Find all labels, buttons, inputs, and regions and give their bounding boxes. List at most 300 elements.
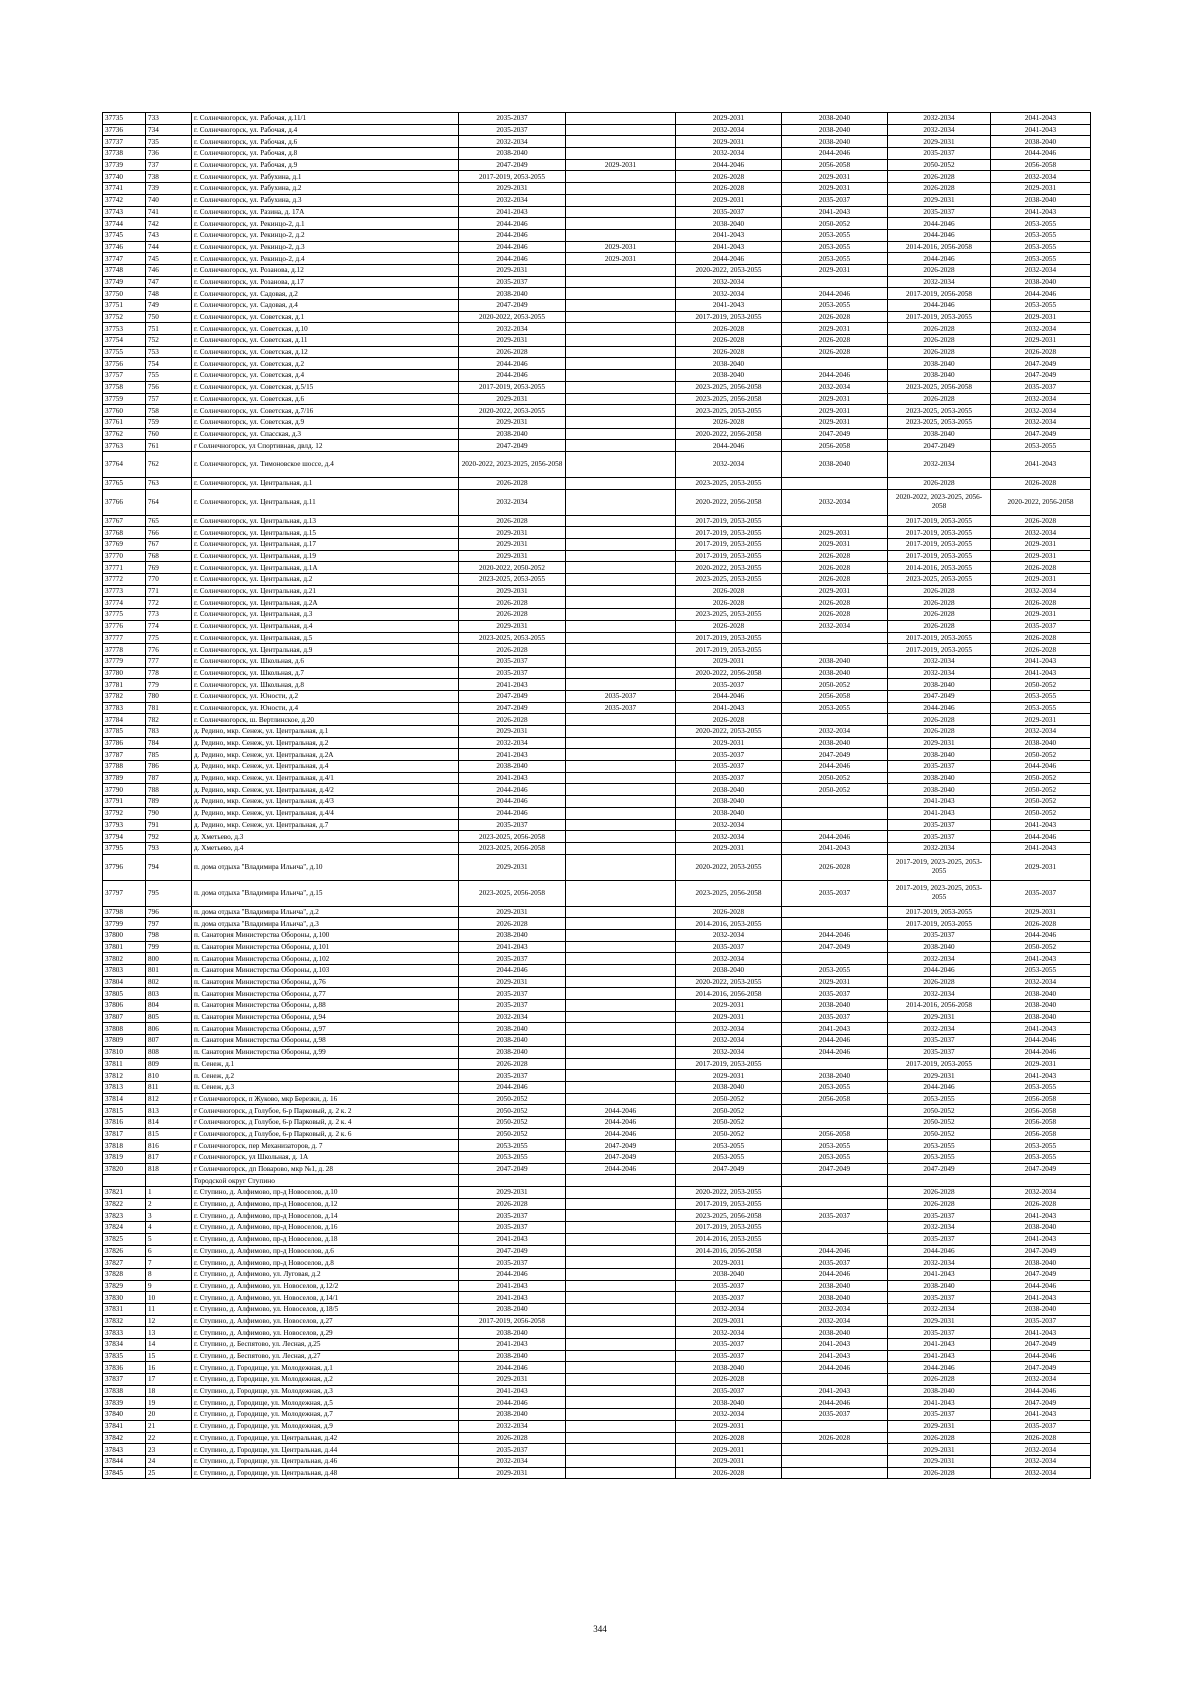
table-row xyxy=(103,1046,1091,1058)
period-col-4-cell: 2035-2037 xyxy=(459,1222,566,1234)
table-row xyxy=(103,451,1091,477)
period-col-6-cell: 2023-2025, 2056-2058 xyxy=(676,393,782,405)
period-col-5-cell xyxy=(566,428,676,440)
row-number-cell: 803 xyxy=(146,988,192,1000)
row-number-cell: 736 xyxy=(146,148,192,160)
table-row xyxy=(103,655,1091,667)
row-number-cell: 746 xyxy=(146,264,192,276)
period-col-9-cell: 2029-2031 xyxy=(991,574,1091,586)
record-id-cell: 37798 xyxy=(103,906,146,918)
period-col-6-cell: 2029-2031 xyxy=(676,1315,782,1327)
period-col-9-cell: 2029-2031 xyxy=(991,609,1091,621)
period-col-7-cell: 2035-2037 xyxy=(782,194,888,206)
record-id-cell: 37827 xyxy=(103,1257,146,1269)
row-number-cell: 815 xyxy=(146,1128,192,1140)
address-cell: д. Редино, мкр. Сенеж, ул. Центральная, д.4 xyxy=(192,761,459,773)
record-id-cell: 37812 xyxy=(103,1070,146,1082)
record-id-cell: 37754 xyxy=(103,335,146,347)
row-number-cell: 1 xyxy=(146,1187,192,1199)
period-col-4-cell: 2035-2037 xyxy=(459,276,566,288)
period-col-9-cell: 2041-2043 xyxy=(991,842,1091,854)
period-col-5-cell xyxy=(566,965,676,977)
period-col-7-cell: 2029-2031 xyxy=(782,405,888,417)
period-col-5-cell xyxy=(566,311,676,323)
period-col-5-cell xyxy=(566,831,676,843)
address-cell: г. Солнечногорск, ул. Центральная, д.1 xyxy=(192,477,459,489)
period-col-9-cell: 2026-2028 xyxy=(991,918,1091,930)
period-col-4-cell: 2032-2034 xyxy=(459,1420,566,1432)
address-cell: г. Солнечногорск, ул. Рабочая, д.6 xyxy=(192,136,459,148)
row-number-cell: 769 xyxy=(146,562,192,574)
record-id-cell: 37785 xyxy=(103,726,146,738)
period-col-8-cell: 2041-2043 xyxy=(888,1268,991,1280)
period-col-5-cell xyxy=(566,1350,676,1362)
record-id-cell: 37845 xyxy=(103,1467,146,1479)
period-col-8-cell: 2026-2028 xyxy=(888,585,991,597)
record-id-cell: 37762 xyxy=(103,428,146,440)
table-row xyxy=(103,171,1091,183)
table-row xyxy=(103,300,1091,312)
period-col-4-cell: 2029-2031 xyxy=(459,550,566,562)
period-col-9-cell: 2038-2040 xyxy=(991,1000,1091,1012)
address-cell: г. Солнечногорск, ул. Рекинцо-2, д.3 xyxy=(192,241,459,253)
table-row xyxy=(103,679,1091,691)
period-col-4-cell: 2032-2034 xyxy=(459,323,566,335)
period-col-8-cell: 2020-2022, 2023-2025, 2056-2058 xyxy=(888,489,991,515)
table-row xyxy=(103,1152,1091,1164)
period-col-9-cell: 2026-2028 xyxy=(991,632,1091,644)
period-col-8-cell: 2041-2043 xyxy=(888,807,991,819)
period-col-9-cell: 2044-2046 xyxy=(991,831,1091,843)
period-col-9-cell: 2056-2058 xyxy=(991,1105,1091,1117)
period-col-7-cell: 2032-2034 xyxy=(782,620,888,632)
record-id-cell: 37777 xyxy=(103,632,146,644)
period-col-4-cell: 2041-2043 xyxy=(459,1280,566,1292)
table-row xyxy=(103,714,1091,726)
period-col-4-cell: 2041-2043 xyxy=(459,1292,566,1304)
period-col-4-cell: 2020-2022, 2023-2025, 2056-2058 xyxy=(459,451,566,477)
table-row xyxy=(103,976,1091,988)
period-col-4-cell: 2026-2028 xyxy=(459,477,566,489)
period-col-6-cell: 2023-2025, 2056-2058 xyxy=(676,1210,782,1222)
address-cell: п. Санатория Министерства Обороны, д.77 xyxy=(192,988,459,1000)
address-cell: г. Солнечногорск, ул. Советская, д.10 xyxy=(192,323,459,335)
row-number-cell: 786 xyxy=(146,761,192,773)
period-col-7-cell: 2032-2034 xyxy=(782,381,888,393)
document-page xyxy=(102,112,1090,1479)
period-col-6-cell: 2044-2046 xyxy=(676,690,782,702)
period-col-4-cell: 2029-2031 xyxy=(459,416,566,428)
row-number-cell: 757 xyxy=(146,393,192,405)
address-cell: г. Солнечногорск, ул. Юности, д.4 xyxy=(192,702,459,714)
record-id-cell: 37814 xyxy=(103,1093,146,1105)
period-col-4-cell: 2041-2043 xyxy=(459,206,566,218)
period-col-9-cell: 2053-2055 xyxy=(991,702,1091,714)
period-col-9-cell: 2032-2034 xyxy=(991,527,1091,539)
period-col-9-cell xyxy=(991,1175,1091,1187)
table-row xyxy=(103,1397,1091,1409)
table-row xyxy=(103,477,1091,489)
address-cell: п. Санатория Министерства Обороны, д.100 xyxy=(192,929,459,941)
row-number-cell: 9 xyxy=(146,1280,192,1292)
period-col-8-cell: 2026-2028 xyxy=(888,1187,991,1199)
period-col-6-cell: 2029-2031 xyxy=(676,1257,782,1269)
period-col-8-cell: 2035-2037 xyxy=(888,1035,991,1047)
record-id-cell: 37781 xyxy=(103,679,146,691)
period-col-8-cell: 2035-2037 xyxy=(888,206,991,218)
period-col-6-cell: 2044-2046 xyxy=(676,159,782,171)
period-col-6-cell: 2017-2019, 2053-2055 xyxy=(676,1198,782,1210)
record-id-cell: 37741 xyxy=(103,183,146,195)
table-row xyxy=(103,953,1091,965)
record-id-cell: 37736 xyxy=(103,124,146,136)
period-col-5-cell xyxy=(566,358,676,370)
period-col-6-cell: 2035-2037 xyxy=(676,749,782,761)
period-col-4-cell: 2041-2043 xyxy=(459,1233,566,1245)
period-col-7-cell xyxy=(782,276,888,288)
period-col-4-cell: 2029-2031 xyxy=(459,854,566,880)
row-number-cell: 777 xyxy=(146,655,192,667)
period-col-8-cell: 2035-2037 xyxy=(888,1233,991,1245)
table-row xyxy=(103,632,1091,644)
period-col-7-cell: 2032-2034 xyxy=(782,1303,888,1315)
period-col-6-cell: 2038-2040 xyxy=(676,807,782,819)
period-col-8-cell: 2044-2046 xyxy=(888,300,991,312)
table-row xyxy=(103,1245,1091,1257)
table-row xyxy=(103,1292,1091,1304)
row-number-cell: 787 xyxy=(146,772,192,784)
period-col-7-cell xyxy=(782,515,888,527)
period-col-4-cell: 2035-2037 xyxy=(459,113,566,125)
period-col-5-cell xyxy=(566,1210,676,1222)
record-id-cell: 37801 xyxy=(103,941,146,953)
address-cell: г. Солнечногорск, ул. Школьная, д.7 xyxy=(192,667,459,679)
address-cell: г. Солнечногорск, ул. Советская, д.4 xyxy=(192,370,459,382)
period-col-7-cell xyxy=(782,918,888,930)
period-col-5-cell xyxy=(566,1409,676,1421)
period-col-8-cell: 2041-2043 xyxy=(888,796,991,808)
table-row xyxy=(103,1327,1091,1339)
table-row xyxy=(103,206,1091,218)
period-col-7-cell: 2044-2046 xyxy=(782,1362,888,1374)
period-col-9-cell: 2032-2034 xyxy=(991,416,1091,428)
address-cell: г. Солнечногорск, ул. Советская, д.6 xyxy=(192,393,459,405)
record-id-cell: 37835 xyxy=(103,1350,146,1362)
period-col-8-cell: 2032-2034 xyxy=(888,667,991,679)
row-number-cell: 751 xyxy=(146,323,192,335)
period-col-7-cell: 2047-2049 xyxy=(782,428,888,440)
table-row xyxy=(103,1128,1091,1140)
address-cell: г. Солнечногорск, ул. Центральная, д.19 xyxy=(192,550,459,562)
period-col-7-cell xyxy=(782,1116,888,1128)
period-col-9-cell: 2047-2049 xyxy=(991,1245,1091,1257)
period-col-9-cell: 2050-2052 xyxy=(991,941,1091,953)
table-row xyxy=(103,609,1091,621)
period-col-4-cell: 2044-2046 xyxy=(459,1362,566,1374)
period-col-9-cell: 2032-2034 xyxy=(991,1467,1091,1479)
address-cell: п. Санатория Министерства Обороны, д.88 xyxy=(192,1000,459,1012)
period-col-8-cell: 2032-2034 xyxy=(888,655,991,667)
period-col-8-cell: 2026-2028 xyxy=(888,714,991,726)
row-number-cell: 807 xyxy=(146,1035,192,1047)
table-row xyxy=(103,1268,1091,1280)
period-col-9-cell: 2035-2037 xyxy=(991,880,1091,906)
period-col-7-cell: 2038-2040 xyxy=(782,667,888,679)
period-col-4-cell: 2038-2040 xyxy=(459,148,566,160)
period-col-9-cell: 2047-2049 xyxy=(991,370,1091,382)
period-col-5-cell xyxy=(566,761,676,773)
period-col-5-cell: 2047-2049 xyxy=(566,1152,676,1164)
period-col-4-cell: 2044-2046 xyxy=(459,370,566,382)
period-col-8-cell: 2032-2034 xyxy=(888,276,991,288)
record-id-cell: 37823 xyxy=(103,1210,146,1222)
period-col-9-cell: 2041-2043 xyxy=(991,1210,1091,1222)
period-col-5-cell xyxy=(566,842,676,854)
table-row xyxy=(103,1105,1091,1117)
row-number-cell: 752 xyxy=(146,335,192,347)
period-col-5-cell: 2044-2046 xyxy=(566,1105,676,1117)
record-id-cell: 37765 xyxy=(103,477,146,489)
address-cell: г. Солнечногорск, ул. Школьная, д.6 xyxy=(192,655,459,667)
period-col-7-cell: 2041-2043 xyxy=(782,206,888,218)
period-col-9-cell: 2053-2055 xyxy=(991,253,1091,265)
period-col-7-cell: 2056-2058 xyxy=(782,440,888,452)
period-col-5-cell xyxy=(566,1280,676,1292)
record-id-cell: 37820 xyxy=(103,1163,146,1175)
period-col-8-cell: 2053-2055 xyxy=(888,1140,991,1152)
period-col-8-cell: 2038-2040 xyxy=(888,784,991,796)
period-col-9-cell: 2044-2046 xyxy=(991,1280,1091,1292)
period-col-4-cell: 2038-2040 xyxy=(459,288,566,300)
period-col-6-cell: 2038-2040 xyxy=(676,965,782,977)
period-col-8-cell: 2038-2040 xyxy=(888,428,991,440)
row-number-cell: 770 xyxy=(146,574,192,586)
record-id-cell: 37811 xyxy=(103,1058,146,1070)
record-id-cell: 37831 xyxy=(103,1303,146,1315)
address-cell: п. Санатория Министерства Обороны, д.98 xyxy=(192,1035,459,1047)
record-id-cell: 37841 xyxy=(103,1420,146,1432)
period-col-9-cell: 2053-2055 xyxy=(991,690,1091,702)
address-cell: г. Солнечногорск, ул. Советская, д.7/16 xyxy=(192,405,459,417)
address-cell: г. Солнечногорск, ул. Советская, д.9 xyxy=(192,416,459,428)
period-col-4-cell: 2038-2040 xyxy=(459,1303,566,1315)
period-col-8-cell: 2041-2043 xyxy=(888,1339,991,1351)
period-col-5-cell xyxy=(566,597,676,609)
period-col-4-cell: 2023-2025, 2056-2058 xyxy=(459,842,566,854)
period-col-9-cell: 2053-2055 xyxy=(991,1152,1091,1164)
row-number-cell: 762 xyxy=(146,451,192,477)
period-col-6-cell: 2020-2022, 2056-2058 xyxy=(676,428,782,440)
period-col-9-cell: 2047-2049 xyxy=(991,1339,1091,1351)
period-col-8-cell: 2035-2037 xyxy=(888,761,991,773)
period-col-7-cell: 2044-2046 xyxy=(782,1245,888,1257)
record-id-cell: 37802 xyxy=(103,953,146,965)
table-row xyxy=(103,1374,1091,1386)
period-col-6-cell: 2038-2040 xyxy=(676,370,782,382)
period-col-4-cell: 2026-2028 xyxy=(459,1198,566,1210)
address-cell: г. Ступино, д. Городище, ул. Молодежная, д.9 xyxy=(192,1420,459,1432)
period-col-7-cell: 2041-2043 xyxy=(782,1339,888,1351)
period-col-9-cell: 2032-2034 xyxy=(991,726,1091,738)
period-col-6-cell: 2038-2040 xyxy=(676,218,782,230)
table-row xyxy=(103,1303,1091,1315)
row-number-cell: 773 xyxy=(146,609,192,621)
period-col-4-cell: 2023-2025, 2056-2058 xyxy=(459,831,566,843)
address-cell: г. Солнечногорск, ул. Розанова, д.17 xyxy=(192,276,459,288)
period-col-7-cell: 2029-2031 xyxy=(782,585,888,597)
record-id-cell: 37822 xyxy=(103,1198,146,1210)
period-col-4-cell: 2041-2043 xyxy=(459,1339,566,1351)
period-col-9-cell: 2026-2028 xyxy=(991,515,1091,527)
period-col-6-cell: 2032-2034 xyxy=(676,1303,782,1315)
period-col-4-cell: 2050-2052 xyxy=(459,1093,566,1105)
period-col-4-cell: 2026-2028 xyxy=(459,1058,566,1070)
address-cell: г. Ступино, д. Беспятово, ул. Лесная, д.25 xyxy=(192,1339,459,1351)
address-cell: г. Солнечногорск, ул. Центральная, д.15 xyxy=(192,527,459,539)
record-id-cell: 37763 xyxy=(103,440,146,452)
period-col-9-cell: 2044-2046 xyxy=(991,1046,1091,1058)
period-col-9-cell: 2056-2058 xyxy=(991,159,1091,171)
period-col-6-cell: 2044-2046 xyxy=(676,440,782,452)
period-col-5-cell xyxy=(566,1187,676,1199)
period-col-9-cell: 2041-2043 xyxy=(991,206,1091,218)
period-col-7-cell: 2038-2040 xyxy=(782,451,888,477)
record-id-cell: 37767 xyxy=(103,515,146,527)
period-col-5-cell xyxy=(566,405,676,417)
period-col-7-cell: 2053-2055 xyxy=(782,1081,888,1093)
record-id-cell: 37753 xyxy=(103,323,146,335)
row-number-cell: 739 xyxy=(146,183,192,195)
period-col-8-cell: 2044-2046 xyxy=(888,1362,991,1374)
row-number-cell: 758 xyxy=(146,405,192,417)
record-id-cell: 37775 xyxy=(103,609,146,621)
row-number-cell: 799 xyxy=(146,941,192,953)
record-id-cell: 37758 xyxy=(103,381,146,393)
row-number-cell: 785 xyxy=(146,749,192,761)
period-col-4-cell: 2026-2028 xyxy=(459,918,566,930)
table-row xyxy=(103,1116,1091,1128)
period-col-8-cell: 2038-2040 xyxy=(888,749,991,761)
period-col-9-cell: 2050-2052 xyxy=(991,796,1091,808)
record-id-cell: 37794 xyxy=(103,831,146,843)
period-col-9-cell: 2032-2034 xyxy=(991,171,1091,183)
period-col-9-cell: 2035-2037 xyxy=(991,1315,1091,1327)
period-col-4-cell: 2029-2031 xyxy=(459,264,566,276)
period-col-5-cell xyxy=(566,1292,676,1304)
row-number-cell: 808 xyxy=(146,1046,192,1058)
period-col-6-cell: 2017-2019, 2053-2055 xyxy=(676,632,782,644)
period-col-5-cell: 2047-2049 xyxy=(566,1140,676,1152)
period-col-6-cell: 2032-2034 xyxy=(676,1046,782,1058)
period-col-6-cell: 2032-2034 xyxy=(676,1327,782,1339)
table-row xyxy=(103,194,1091,206)
table-row xyxy=(103,323,1091,335)
address-cell: г. Ступино, д. Городище, ул. Молодежная, д.3 xyxy=(192,1385,459,1397)
address-cell: п. Санатория Министерства Обороны, д.97 xyxy=(192,1023,459,1035)
period-col-5-cell xyxy=(566,807,676,819)
period-col-4-cell: 2020-2022, 2050-2052 xyxy=(459,562,566,574)
period-col-9-cell: 2050-2052 xyxy=(991,749,1091,761)
period-col-7-cell xyxy=(782,714,888,726)
table-row xyxy=(103,965,1091,977)
period-col-5-cell xyxy=(566,1035,676,1047)
period-col-7-cell: 2053-2055 xyxy=(782,241,888,253)
period-col-9-cell: 2050-2052 xyxy=(991,679,1091,691)
period-col-8-cell: 2026-2028 xyxy=(888,1198,991,1210)
period-col-9-cell: 2053-2055 xyxy=(991,300,1091,312)
record-id-cell: 37771 xyxy=(103,562,146,574)
period-col-4-cell: 2032-2034 xyxy=(459,489,566,515)
period-col-6-cell: 2029-2031 xyxy=(676,1444,782,1456)
period-col-4-cell: 2032-2034 xyxy=(459,136,566,148)
period-col-8-cell: 2047-2049 xyxy=(888,440,991,452)
row-number-cell: 818 xyxy=(146,1163,192,1175)
record-id-cell: 37829 xyxy=(103,1280,146,1292)
period-col-9-cell: 2056-2058 xyxy=(991,1093,1091,1105)
address-cell: г. Ступино, д. Городище, ул. Центральная, д.46 xyxy=(192,1455,459,1467)
row-number-cell: 783 xyxy=(146,726,192,738)
period-col-8-cell: 2029-2031 xyxy=(888,737,991,749)
period-col-8-cell: 2017-2019, 2053-2055 xyxy=(888,632,991,644)
period-col-9-cell: 2056-2058 xyxy=(991,1116,1091,1128)
address-cell: п. Сенеж, д.1 xyxy=(192,1058,459,1070)
period-col-8-cell: 2038-2040 xyxy=(888,358,991,370)
period-col-7-cell xyxy=(782,1187,888,1199)
period-col-5-cell xyxy=(566,1385,676,1397)
row-number-cell: 789 xyxy=(146,796,192,808)
address-cell: г. Ступино, д. Городище, ул. Центральная, д.44 xyxy=(192,1444,459,1456)
period-col-6-cell xyxy=(676,1175,782,1187)
period-col-7-cell: 2047-2049 xyxy=(782,749,888,761)
period-col-7-cell xyxy=(782,1175,888,1187)
period-col-6-cell: 2026-2028 xyxy=(676,620,782,632)
period-col-7-cell: 2038-2040 xyxy=(782,1327,888,1339)
period-col-4-cell: 2035-2037 xyxy=(459,124,566,136)
period-col-5-cell xyxy=(566,749,676,761)
period-col-7-cell: 2050-2052 xyxy=(782,772,888,784)
row-number-cell: 782 xyxy=(146,714,192,726)
address-cell: г. Ступино, д. Алфимово, пр-д Новоселов, д.18 xyxy=(192,1233,459,1245)
period-col-8-cell: 2035-2037 xyxy=(888,1409,991,1421)
row-number-cell: 12 xyxy=(146,1315,192,1327)
period-col-6-cell: 2038-2040 xyxy=(676,1268,782,1280)
period-col-4-cell: 2038-2040 xyxy=(459,1409,566,1421)
period-col-5-cell: 2029-2031 xyxy=(566,241,676,253)
table-row xyxy=(103,1035,1091,1047)
period-col-5-cell xyxy=(566,906,676,918)
row-number-cell: 10 xyxy=(146,1292,192,1304)
period-col-8-cell: 2032-2034 xyxy=(888,1303,991,1315)
period-col-8-cell: 2029-2031 xyxy=(888,194,991,206)
address-cell: г Солнечногорск, д Голубое, 6-р Парковый, д. 2 к. 2 xyxy=(192,1105,459,1117)
address-cell: г. Ступино, д. Беспятово, ул. Лесная, д.27 xyxy=(192,1350,459,1362)
period-col-4-cell: 2044-2046 xyxy=(459,807,566,819)
period-col-5-cell xyxy=(566,1023,676,1035)
period-col-6-cell: 2017-2019, 2053-2055 xyxy=(676,1058,782,1070)
period-col-5-cell xyxy=(566,976,676,988)
address-cell: г. Ступино, д. Городище, ул. Молодежная, д.1 xyxy=(192,1362,459,1374)
period-col-6-cell: 2026-2028 xyxy=(676,1432,782,1444)
period-col-7-cell: 2038-2040 xyxy=(782,655,888,667)
row-number-cell: 742 xyxy=(146,218,192,230)
record-id-cell: 37776 xyxy=(103,620,146,632)
period-col-9-cell: 2032-2034 xyxy=(991,976,1091,988)
table-row xyxy=(103,1023,1091,1035)
record-id-cell: 37792 xyxy=(103,807,146,819)
table-row xyxy=(103,515,1091,527)
period-col-5-cell xyxy=(566,585,676,597)
period-col-7-cell: 2029-2031 xyxy=(782,171,888,183)
